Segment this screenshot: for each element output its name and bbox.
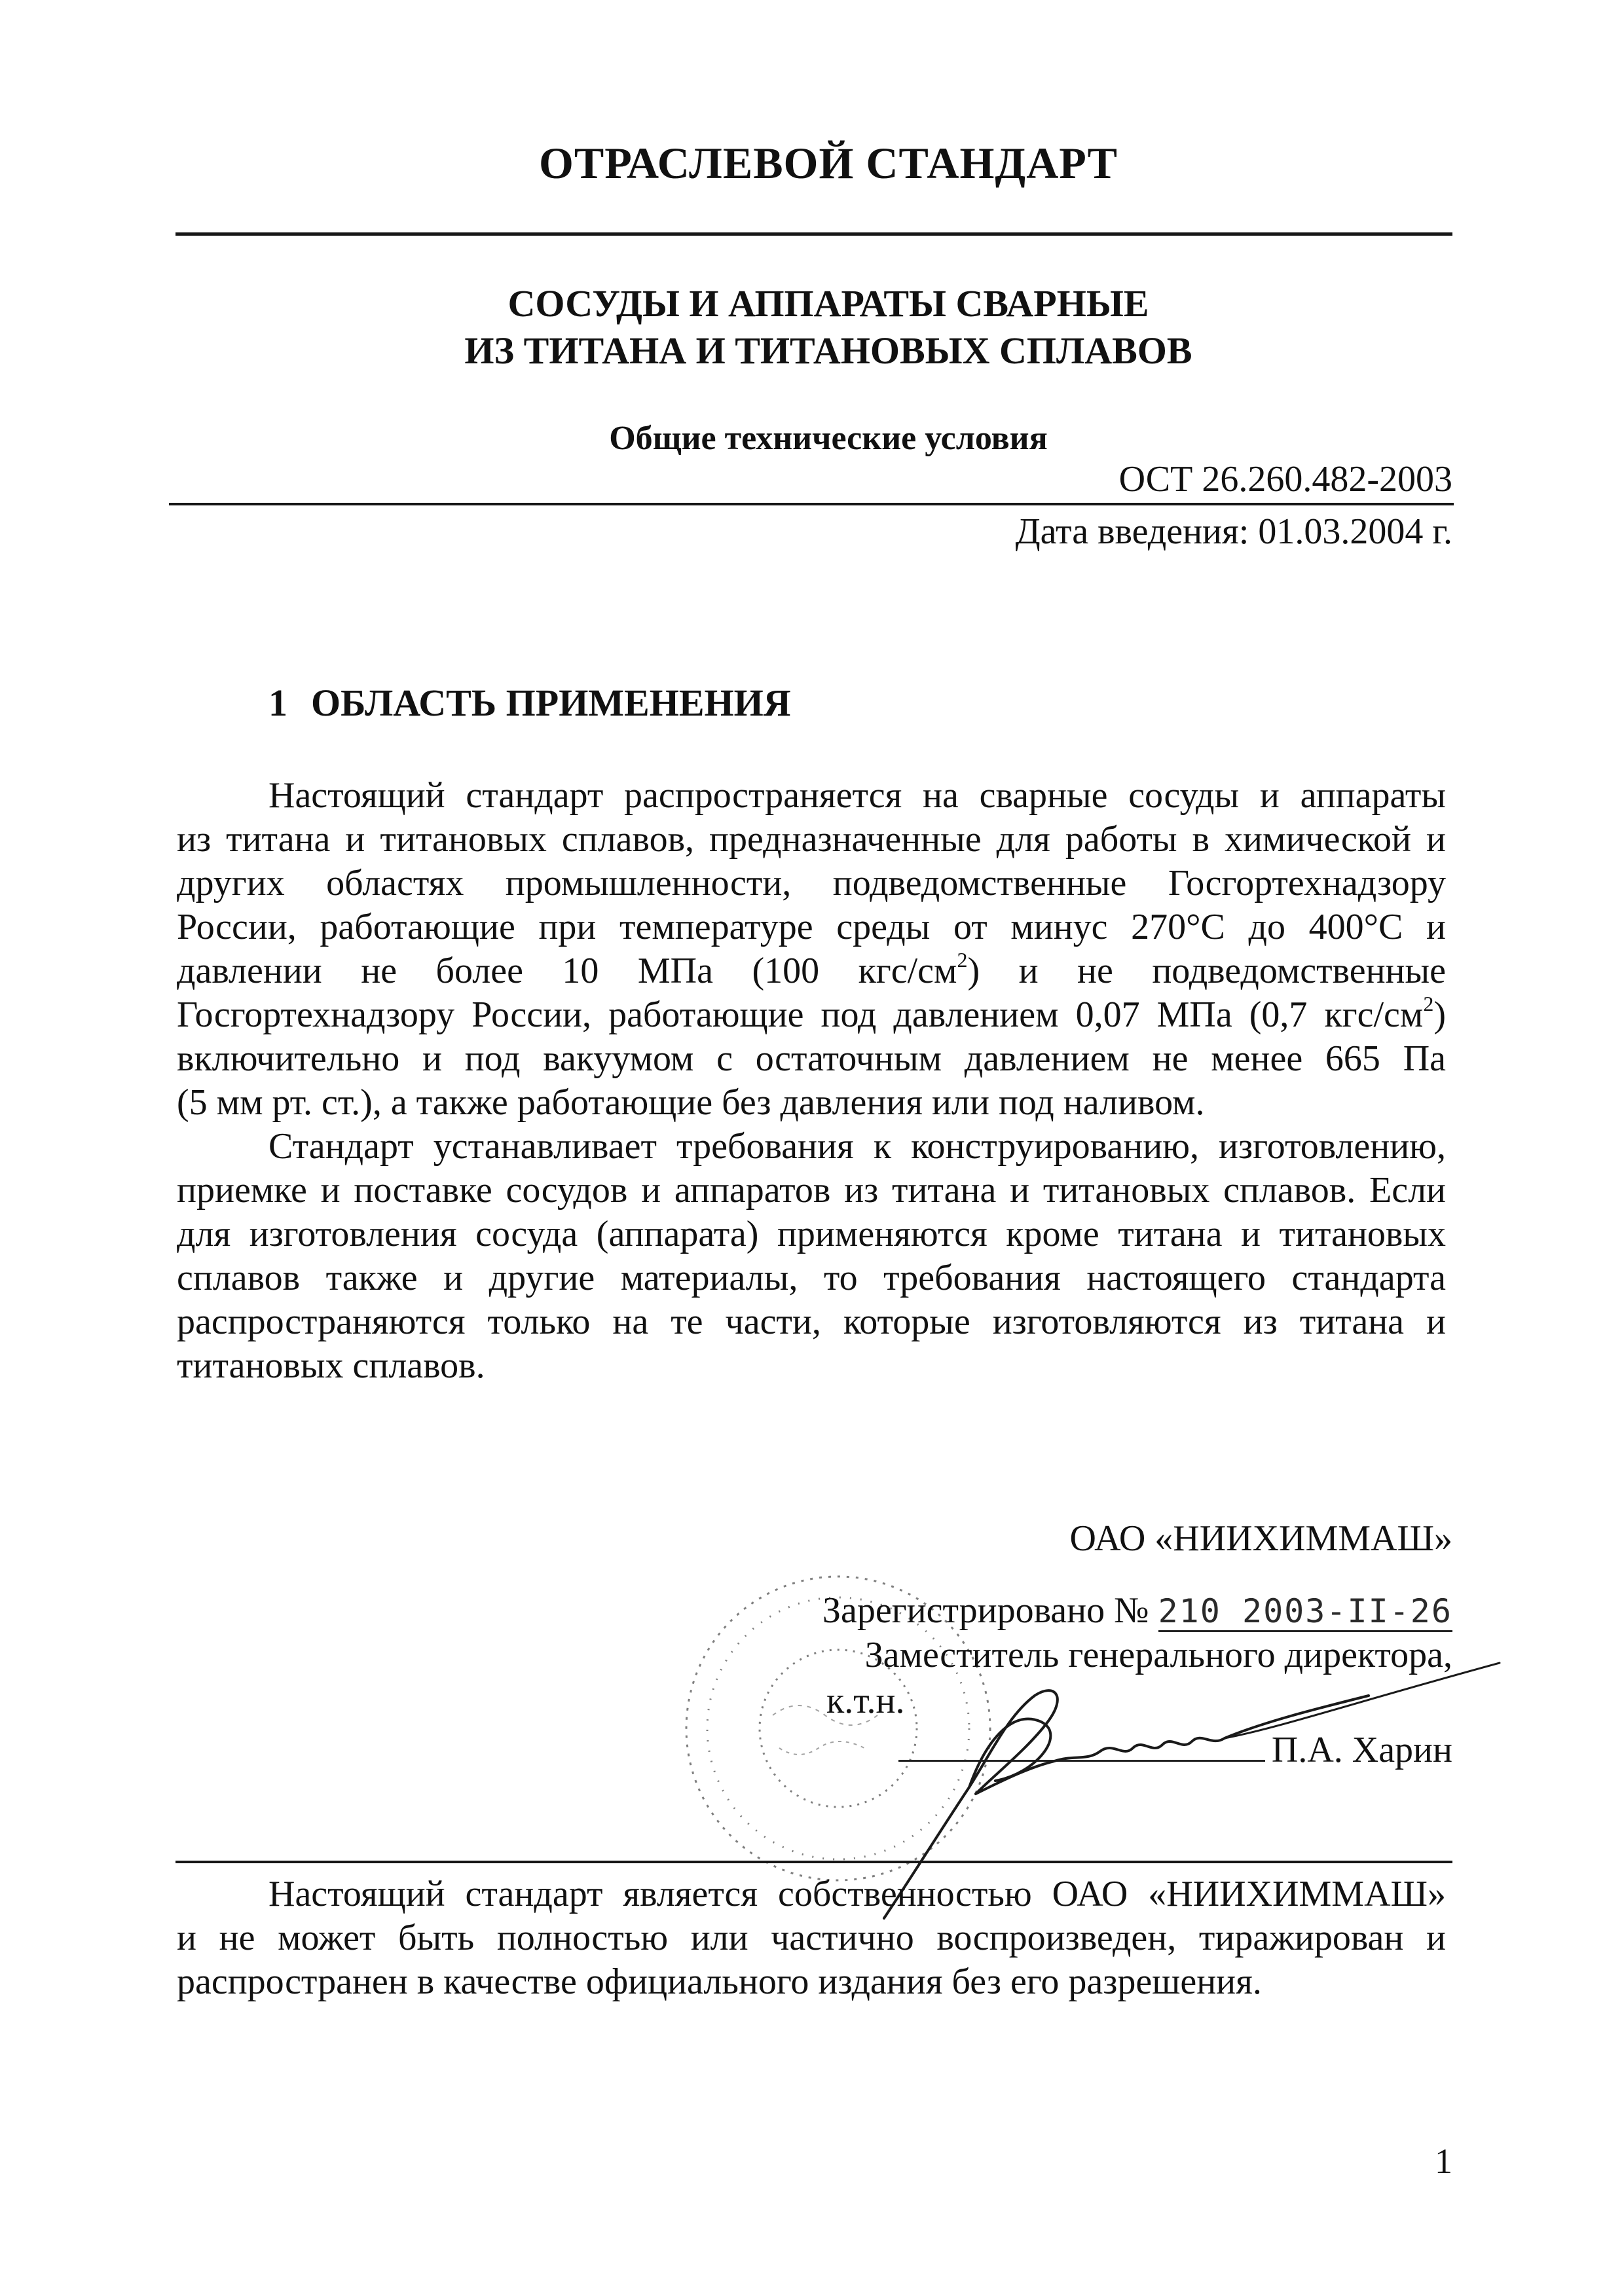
paragraph-line: России, работающие при температуре среды от минус 270°С до 400°С и xyxy=(177,907,1446,947)
paragraph-line: приемке и поставке сосудов и аппаратов из титана и титановых сплавов. Если xyxy=(177,1170,1446,1211)
introduction-date: Дата введения: 01.03.2004 г. xyxy=(1015,511,1452,552)
superscript: 2 xyxy=(957,948,968,972)
registration-number: 210 2003-II-26 xyxy=(1158,1592,1452,1632)
signer-name: П.А. Харин xyxy=(1271,1730,1452,1770)
ownership-notice xyxy=(177,1872,1446,2004)
text-fragment: ) xyxy=(1433,994,1446,1035)
paragraph-line: титановых сплавов. xyxy=(177,1345,485,1386)
paragraph-line: (5 мм рт. ст.), а также работающие без давления или под наливом. xyxy=(177,1082,1205,1123)
paragraph-line: Стандарт устанавливает требования к конструированию, изготовлению, xyxy=(268,1126,1446,1167)
page-number: 1 xyxy=(1435,2141,1452,2181)
document-title-line-2: ИЗ ТИТАНА И ТИТАНОВЫХ СПЛАВОВ xyxy=(464,329,1192,372)
section-paragraph-2 xyxy=(177,1125,1446,1388)
text-fragment: Госгортехнадзору России, работающие под давлением 0,07 МПа (0,7 кгс/см xyxy=(177,994,1424,1035)
header-divider xyxy=(175,232,1452,236)
paragraph-line: распространен в качестве официального издания без его разрешения. xyxy=(177,1961,1262,2002)
paragraph-line: включительно и под вакуумом с остаточным давлением не менее 665 Па xyxy=(177,1038,1446,1079)
section-title: ОБЛАСТЬ ПРИМЕНЕНИЯ xyxy=(311,682,791,724)
signer-position: Заместитель генерального директора, xyxy=(864,1635,1452,1675)
paragraph-line: распространяются только на те части, которые изготовляются из титана и xyxy=(177,1302,1446,1342)
footer-divider xyxy=(175,1861,1452,1863)
paragraph-line: и не может быть полностью или частично воспроизведен, тиражирован и xyxy=(177,1918,1446,1958)
section-number: 1 xyxy=(268,682,287,724)
paragraph-line: из титана и титановых сплавов, предназначенные для работы в химической и xyxy=(177,819,1446,860)
paragraph-line: Настоящий стандарт распространяется на сварные сосуды и аппараты xyxy=(268,775,1446,816)
organization-name: ОАО «НИИХИММАШ» xyxy=(1069,1518,1452,1559)
paragraph-line xyxy=(177,949,1446,993)
registration-label: Зарегистрировано № xyxy=(822,1590,1149,1631)
paragraph-line: Настоящий стандарт является собственностью ОАО «НИИХИММАШ» xyxy=(268,1874,1446,1914)
paragraph-line: для изготовления сосуда (аппарата) применяются кроме титана и титановых xyxy=(177,1214,1446,1254)
paragraph-line: других областях промышленности, подведомственные Госгортехнадзору xyxy=(177,863,1446,903)
section-heading xyxy=(268,681,791,725)
paragraph-line: сплавов также и другие материалы, то требования настоящего стандарта xyxy=(177,1258,1446,1298)
superscript: 2 xyxy=(1423,992,1434,1015)
code-divider xyxy=(169,503,1454,505)
text-fragment: давлении не более 10 МПа (100 кгс/см xyxy=(177,951,957,991)
section-paragraph-1 xyxy=(177,774,1446,1125)
document-subtitle: Общие технические условия xyxy=(609,420,1048,457)
standard-code: ОСТ 26.260.482-2003 xyxy=(1118,459,1452,500)
paragraph-line xyxy=(177,993,1446,1037)
document-type-heading: ОТРАСЛЕВОЙ СТАНДАРТ xyxy=(538,138,1118,188)
document-title-line-1: СОСУДЫ И АППАРАТЫ СВАРНЫЕ xyxy=(507,282,1149,325)
signer-degree: к.т.н. xyxy=(826,1681,905,1721)
text-fragment: ) и не подведомственные xyxy=(967,951,1446,991)
registration-line xyxy=(822,1590,1452,1632)
